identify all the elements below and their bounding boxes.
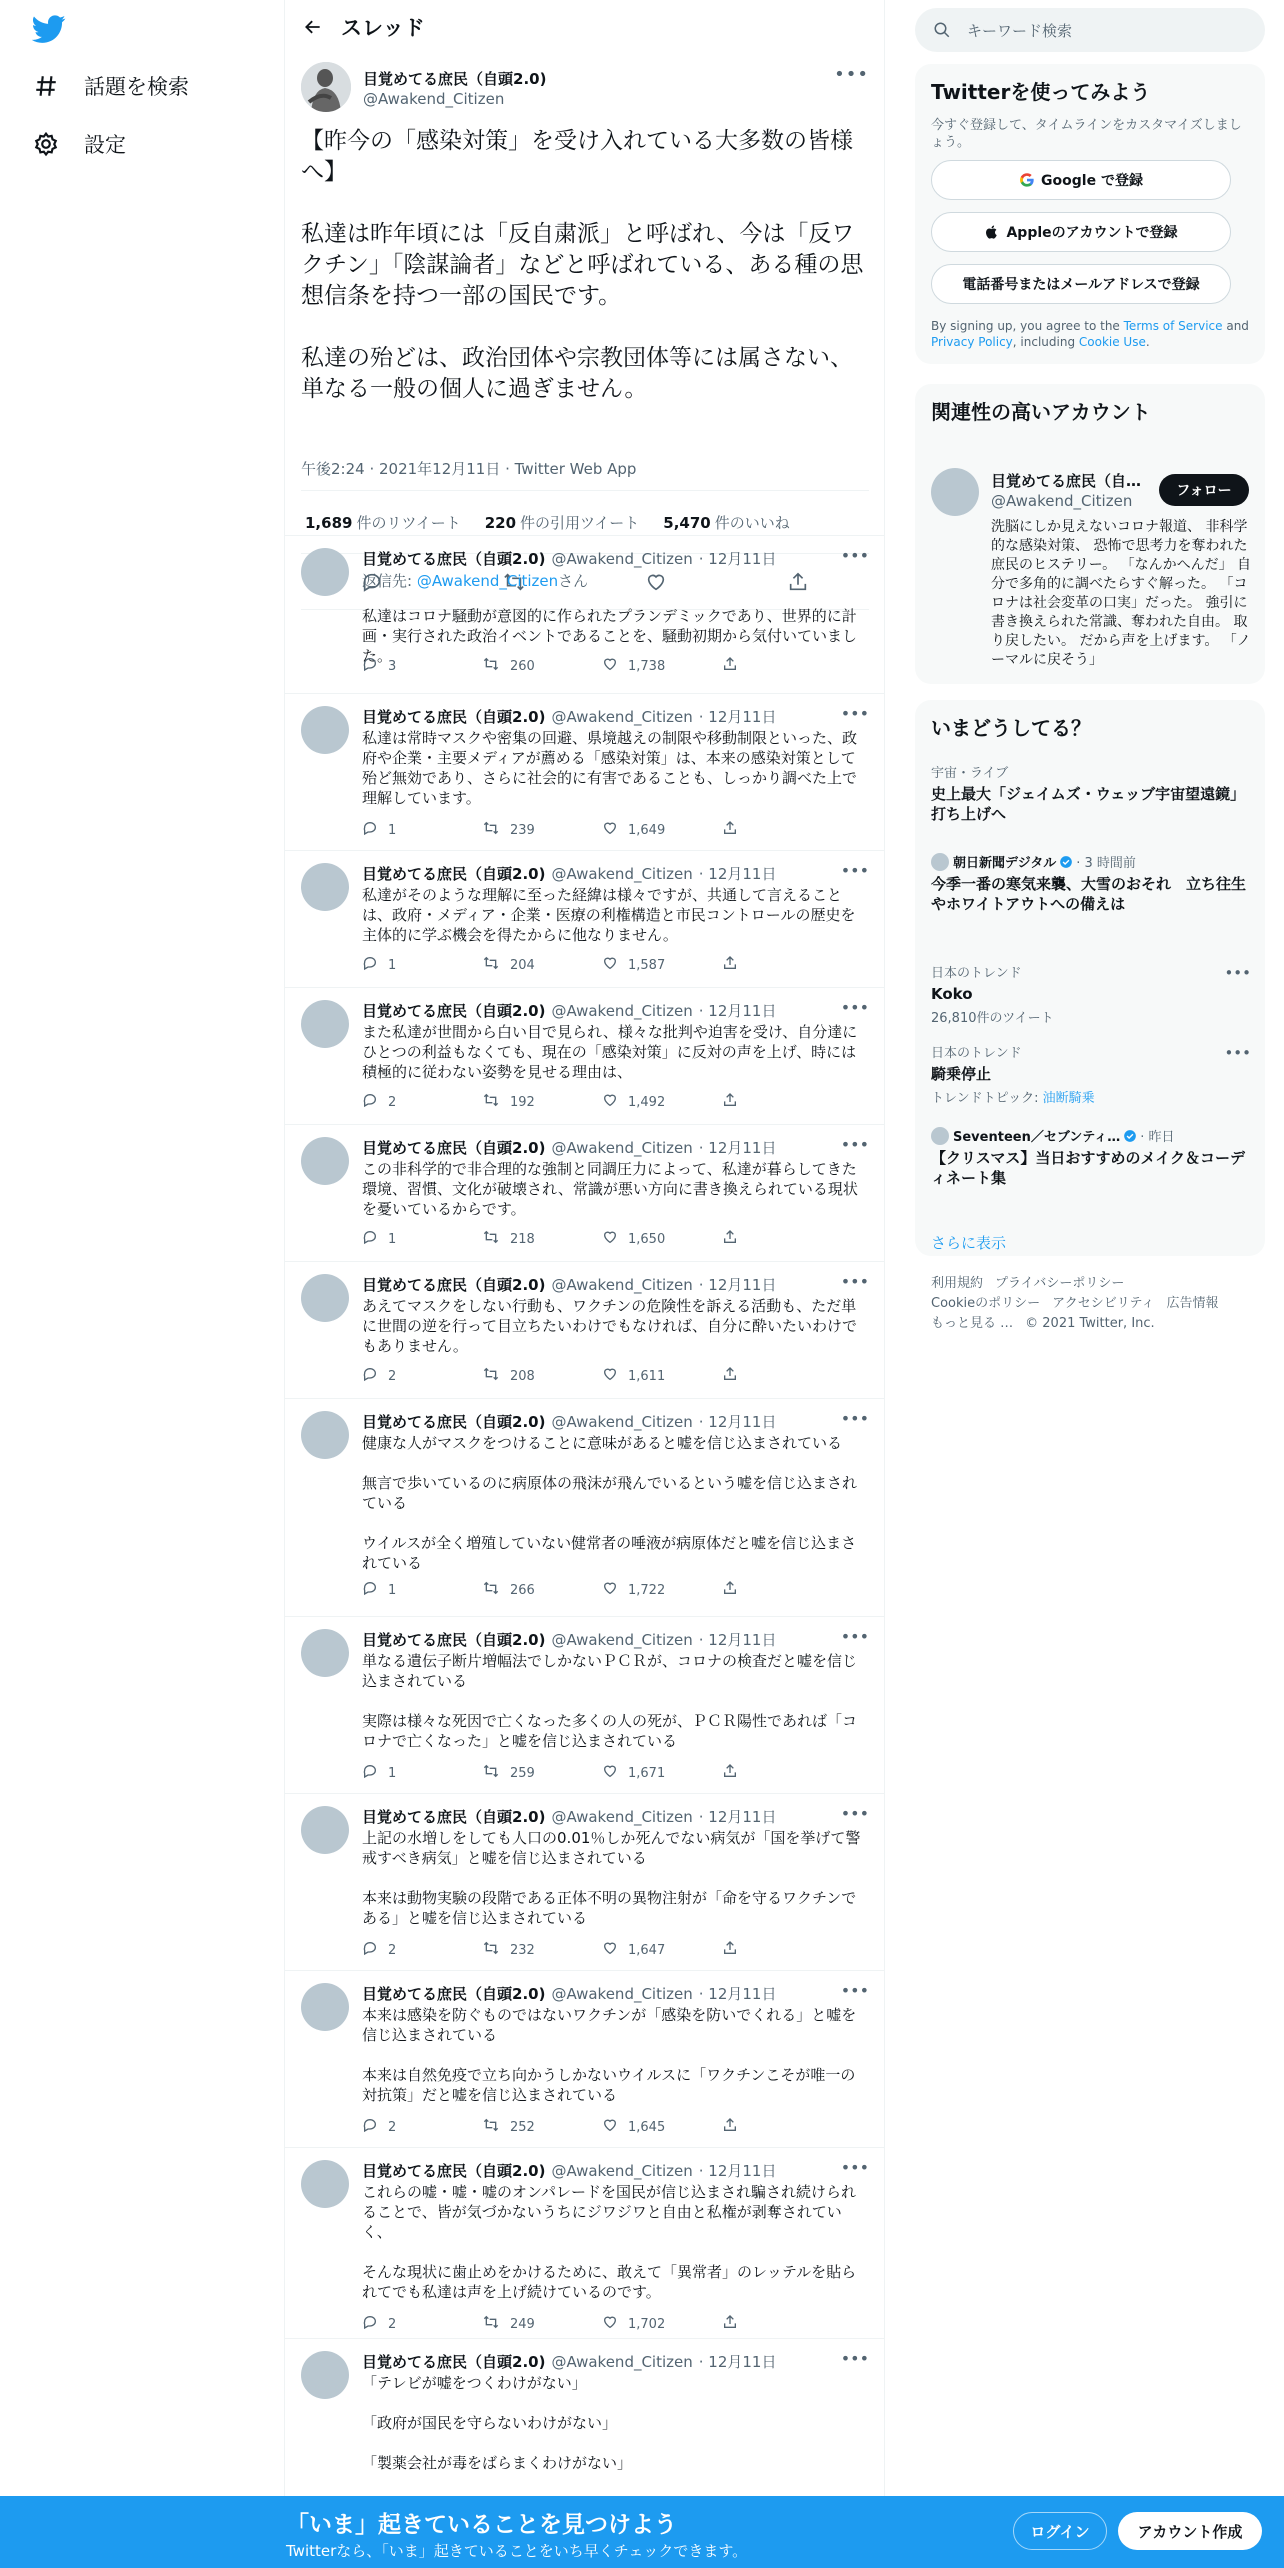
author-handle[interactable]: @Awakend_Citizen <box>551 2162 693 2180</box>
retweet-button[interactable] <box>482 820 602 840</box>
more-icon[interactable]: ••• <box>840 1627 869 1646</box>
share-icon <box>722 955 748 975</box>
trend-item[interactable]: 宇宙・ライブ 史上最大「ジェイムズ・ウェッブ宇宙望遠鏡」打ち上げへ <box>931 766 1246 823</box>
reply-tweet[interactable] <box>285 693 885 850</box>
avatar[interactable] <box>301 1274 349 1322</box>
google-signup-button[interactable] <box>931 160 1231 200</box>
left-navigation <box>0 0 284 2568</box>
heart-icon <box>602 955 628 975</box>
trend-item[interactable]: Seventeen／セブンティ… · 昨日 【クリスマス】当日おすすめのメイク＆コーディネート集 <box>931 1126 1251 1188</box>
author-name[interactable]: 目覚めてる庶民（自頭2.0) <box>362 865 546 883</box>
author-name[interactable]: 目覚めてる庶民（自頭2.0) <box>362 1139 546 1157</box>
author-handle[interactable]: @Awakend_Citizen <box>551 2353 693 2371</box>
reply-count: 1 <box>388 1765 397 1781</box>
reply-icon <box>362 2117 388 2137</box>
footer-link[interactable]: 広告情報 <box>1166 1296 1219 1311</box>
author-handle[interactable]: @Awakend_Citizen <box>551 550 693 568</box>
avatar[interactable] <box>301 1629 349 1677</box>
footer-links <box>931 1274 1251 1334</box>
author-name[interactable]: 目覚めてる庶民（自頭2.0) <box>362 1631 546 1649</box>
avatar[interactable] <box>301 2160 349 2208</box>
retweet-icon <box>482 1763 510 1783</box>
like-button[interactable] <box>602 955 722 975</box>
more-icon[interactable]: ••• <box>840 861 869 880</box>
more-icon[interactable]: ••• <box>840 704 869 723</box>
like-count: 1,650 <box>628 1231 666 1247</box>
more-icon[interactable]: ••• <box>1224 1044 1251 1062</box>
like-count: 1,647 <box>628 1942 666 1958</box>
reply-icon <box>362 1940 388 1960</box>
share-button[interactable] <box>722 1940 752 1960</box>
reply-count: 2 <box>388 2119 397 2135</box>
heart-icon <box>602 1366 628 1386</box>
trend-item[interactable]: 朝日新聞デジタル · 3 時間前 今季一番の寒気来襲、大雪のおそれ 立ち往生やホワイトアウトへの備えは <box>931 852 1251 914</box>
like-button[interactable] <box>602 656 722 676</box>
reply-icon <box>362 955 388 975</box>
avatar[interactable] <box>301 1983 349 2031</box>
reply-button[interactable] <box>362 1763 482 1783</box>
reply-tweet[interactable] <box>285 987 885 1124</box>
nav-settings-label: 設定 <box>84 133 126 157</box>
heart-icon <box>602 820 628 840</box>
share-button[interactable] <box>722 656 752 676</box>
verified-badge-icon <box>1059 855 1073 869</box>
like-button[interactable] <box>602 2314 722 2334</box>
retweet-icon <box>482 820 510 840</box>
share-icon <box>722 2314 748 2334</box>
gear-icon <box>32 130 60 158</box>
trend-item[interactable]: 日本のトレンド Koko 26,810件のツイート ••• <box>931 964 1251 1026</box>
tweet-date[interactable]: · 12月11日 <box>698 1276 777 1294</box>
retweet-icon <box>482 955 510 975</box>
share-button[interactable] <box>722 1366 752 1386</box>
tweet-actions <box>362 1580 792 1600</box>
share-icon <box>722 1229 748 1249</box>
retweet-button[interactable] <box>482 1940 602 1960</box>
tweet-text: この非科学的で非合理的な強制と同調圧力によって、私達が暮らしてきた環境、習慣、文化が破壊され、常識が悪い方向に書き換えられている現状を憂いているからです。 <box>362 1160 858 1218</box>
heart-icon <box>602 1092 628 1112</box>
like-button[interactable] <box>602 1366 722 1386</box>
tweet-timestamp[interactable]: 午後2:24 · 2021年12月11日 · Twitter Web App <box>301 460 637 478</box>
heart-icon <box>602 1940 628 1960</box>
like-count: 1,649 <box>628 822 666 838</box>
like-count: 1,671 <box>628 1765 666 1781</box>
phone-signup-button[interactable] <box>931 264 1231 304</box>
reply-to-link[interactable]: @Awakend_Citizen <box>416 572 559 590</box>
share-button[interactable] <box>722 1092 752 1112</box>
tweet-actions <box>362 1092 792 1112</box>
retweet-button[interactable] <box>482 1366 602 1386</box>
reply-count: 1 <box>388 822 397 838</box>
retweet-icon <box>482 656 510 676</box>
retweet-icon <box>482 1940 510 1960</box>
search-placeholder: キーワード検索 <box>967 21 1073 40</box>
tweet-text: 単なる遺伝子断片増幅法でしかないＰＣＲが、コロナの検査だと嘘を信じ込まされている 実際は様々な死因で亡くなった多くの人の死が、ＰＣＲ陽性であれば「コロナで亡くなった」と嘘を信じ込まされている <box>362 1652 858 1750</box>
author-name[interactable]: 目覚めてる庶民（自頭2.0) <box>362 1413 546 1431</box>
tweet-actions <box>362 656 792 676</box>
share-icon <box>722 1580 748 1600</box>
reply-button[interactable] <box>362 1580 482 1600</box>
signup-banner <box>0 2496 1284 2568</box>
tweet-text: 「テレビが嘘をつくわけがない」 「政府が国民を守らないわけがない」 「製薬会社が毒をばらまくわけがない」 <box>362 2374 633 2472</box>
retweet-count: 259 <box>510 1765 535 1781</box>
cookie-link[interactable]: Cookie Use <box>1078 335 1146 349</box>
thread-header <box>285 0 884 54</box>
avatar[interactable] <box>301 863 349 911</box>
tweet-actions <box>362 1940 792 1960</box>
heart-icon <box>602 1580 628 1600</box>
quote-count[interactable]: 220 件の引用ツイート <box>484 513 640 532</box>
tweet-date[interactable]: · 12月11日 <box>698 550 777 568</box>
copyright: © 2021 Twitter, Inc. <box>1025 1316 1155 1331</box>
tweet-text: あえてマスクをしない行動も、ワクチンの危険性を訴える活動も、ただ単に世間の逆を行って目立ちたいわけでもなければ、自分に酔いたいわけでもありません。 <box>362 1297 858 1355</box>
retweet-count[interactable]: 1,689 件のリツイート <box>305 513 461 532</box>
avatar[interactable] <box>301 1137 349 1185</box>
tweet-date[interactable]: · 12月11日 <box>698 2162 777 2180</box>
tweet-actions <box>362 820 792 840</box>
more-icon[interactable]: ••• <box>840 1804 869 1823</box>
share-button[interactable] <box>722 955 752 975</box>
signup-terms: By signing up, you agree to the Terms of Service and Privacy Policy, including Cookie Use. <box>931 319 1249 349</box>
author-name[interactable]: 目覚めてる庶民（自頭2.0) <box>362 1002 546 1020</box>
tweet-text: 上記の水増しをしても人口の0.01％しか死んでない病気が「国を挙げて警戒すべき病気」と嘘を信じ込まされている 本来は動物実験の段階である正体不明の異物注射が「命を守るワクチンである」と嘘を信じ込まされている <box>362 1829 861 1927</box>
reply-icon <box>362 1366 388 1386</box>
author-name[interactable]: 目覚めてる庶民（自頭2.0) <box>363 70 547 88</box>
author-name[interactable]: 目覚めてる庶民（自頭2.0) <box>362 1276 546 1294</box>
reply-tweet[interactable] <box>285 535 885 693</box>
search-icon <box>933 21 951 39</box>
reply-icon <box>362 656 388 676</box>
retweet-icon <box>482 1229 510 1249</box>
reply-tweet[interactable] <box>285 1398 885 1616</box>
reply-icon <box>362 1763 388 1783</box>
share-button[interactable] <box>722 820 752 840</box>
tweet-actions <box>362 955 792 975</box>
tweet-text: 【昨今の「感染対策」を受け入れている大多数の皆様へ】 私達は昨年頃には「反自粛派」と呼ばれ、今は「反ワクチン」「陰謀論者」などと呼ばれている、ある種の思想信条を持つ一部の国民です。 私達の殆どは、政治団体や宗教団体等には属さない、単なる一般の個人に過ぎません。 <box>301 128 864 402</box>
reply-icon <box>362 1092 388 1112</box>
tweet-date[interactable]: · 12月11日 <box>698 865 777 883</box>
reply-button[interactable] <box>362 1092 482 1112</box>
tweet-text: 健康な人がマスクをつけることに意味があると嘘を信じ込まされている 無言で歩いているのに病原体の飛沫が飛んでいるという嘘を信じ込まされている ウイルスが全く増殖していない健常者の唾液が病原体だと嘘を信じ込まされている <box>362 1434 858 1572</box>
reply-count: 2 <box>388 1094 397 1110</box>
tweet-text: これらの嘘・嘘・嘘のオンパレードを国民が信じ込まされ騙され続けられることで、皆が気づかないうちにジワジワと自由と私権が剥奪されていく、 そんな現状に歯止めをかけるために、敢えて「異常者」のレッテルを貼られてでも私達は声を上げ続けているのです。 <box>362 2183 857 2301</box>
more-icon[interactable]: ••• <box>840 1272 869 1291</box>
reply-icon <box>362 820 388 840</box>
like-count: 1,738 <box>628 658 666 674</box>
twitter-logo-icon[interactable] <box>32 12 66 46</box>
tweet-text: 私達がそのような理解に至った経緯は様々ですが、共通して言えることは、政府・メディア・企業・医療の利権構造と市民コントロールの歴史を主体的に学ぶ機会を得たからに他なりません。 <box>362 886 856 944</box>
like-button[interactable] <box>602 1092 722 1112</box>
verified-badge-icon <box>1123 1129 1137 1143</box>
reply-button[interactable] <box>362 820 482 840</box>
heart-icon <box>602 2314 628 2334</box>
signup-title: Twitterを使ってみよう <box>931 80 1151 104</box>
like-count: 1,587 <box>628 957 666 973</box>
google-icon <box>1019 172 1035 188</box>
tweet-actions <box>362 2314 792 2334</box>
like-count: 1,611 <box>628 1368 666 1384</box>
share-button[interactable] <box>722 2117 752 2137</box>
more-icon[interactable]: ••• <box>840 998 869 1017</box>
like-count: 1,702 <box>628 2316 666 2332</box>
retweet-icon <box>482 1366 510 1386</box>
tweet-actions <box>362 1229 792 1249</box>
tweet-text: また私達が世間から白い目で見られ、様々な批判や迫害を受け、自分達にひとつの利益もなくても、現在の「感染対策」に反対の声を上げ、時には積極的に従わない姿勢を見せる理由は、 <box>362 1023 858 1081</box>
reply-tweet[interactable] <box>285 1616 885 1793</box>
privacy-link[interactable]: Privacy Policy <box>931 335 1013 349</box>
back-arrow-icon[interactable] <box>285 17 341 37</box>
reply-button[interactable] <box>362 2314 482 2334</box>
reply-count: 1 <box>388 1231 397 1247</box>
page-title: スレッド <box>341 16 425 40</box>
terms-link[interactable]: Terms of Service <box>1123 319 1223 333</box>
author-name[interactable]: 目覚めてる庶民（自頭2.0) <box>362 2353 546 2371</box>
trends-panel <box>915 700 1265 1256</box>
reply-count: 3 <box>388 658 397 674</box>
retweet-count: 266 <box>510 1582 535 1598</box>
retweet-count: 239 <box>510 822 535 838</box>
tweet-date[interactable]: · 12月11日 <box>698 2353 777 2371</box>
like-button[interactable] <box>602 1229 722 1249</box>
share-icon <box>722 2117 748 2137</box>
share-icon <box>722 1092 748 1112</box>
reply-count: 1 <box>388 957 397 973</box>
reply-button[interactable] <box>362 656 482 676</box>
tweet-text: 私達はコロナ騒動が意図的に作られたプランデミックであり、世界的に計画・実行された政治イベントであることを、騒動初期から気付いていました。 <box>362 607 858 665</box>
share-button[interactable] <box>722 1580 752 1600</box>
follow-button[interactable]: フォロー <box>1159 474 1249 506</box>
reply-count: 1 <box>388 1582 397 1598</box>
trend-item[interactable]: 日本のトレンド 騎乗停止 トレンドトピック: 油断騎乗 ••• <box>931 1044 1251 1106</box>
reply-tweet[interactable] <box>285 2147 885 2338</box>
related-accounts-panel <box>915 384 1265 684</box>
reply-to: 返信先: @Awakend_Citizenさん <box>362 572 589 590</box>
like-button[interactable] <box>602 2117 722 2137</box>
footer-link[interactable]: プライバシーポリシー <box>995 1276 1125 1291</box>
author-handle[interactable]: @Awakend_Citizen <box>551 1413 693 1431</box>
banner-heading: 「いま」起きていることを見つけよう <box>286 2512 677 2538</box>
more-icon[interactable]: ••• <box>840 1981 869 2000</box>
retweet-icon <box>482 1092 510 1112</box>
retweet-button[interactable] <box>482 955 602 975</box>
retweet-button[interactable] <box>482 1580 602 1600</box>
avatar[interactable] <box>301 1806 349 1854</box>
retweet-count: 252 <box>510 2119 535 2135</box>
google-signup-label: Google で登録 <box>1041 173 1143 189</box>
author-name[interactable]: 目覚めてる庶民（自頭2.0) <box>362 1808 546 1826</box>
avatar[interactable] <box>301 548 349 596</box>
author-handle[interactable]: @Awakend_Citizen <box>551 1002 693 1020</box>
apple-icon <box>984 224 1000 240</box>
related-account-name[interactable]: 目覚めてる庶民（自… <box>991 472 1142 490</box>
reply-tweet[interactable] <box>285 1124 885 1261</box>
author-handle[interactable]: @Awakend_Citizen <box>551 1808 693 1826</box>
source-avatar <box>931 1127 949 1145</box>
share-icon <box>722 820 748 840</box>
apple-signup-button[interactable] <box>931 212 1231 252</box>
tweet-date[interactable]: · 12月11日 <box>698 1985 777 2003</box>
more-icon[interactable]: ••• <box>840 546 869 565</box>
phone-signup-label: 電話番号またはメールアドレスで登録 <box>962 277 1200 293</box>
like-button[interactable] <box>602 820 722 840</box>
like-button[interactable] <box>602 1940 722 1960</box>
tweet-date[interactable]: · 12月11日 <box>698 1808 777 1826</box>
avatar[interactable] <box>301 2351 349 2399</box>
apple-signup-label: Appleのアカウントで登録 <box>1006 225 1178 241</box>
tweet-actions <box>362 2117 792 2137</box>
reply-tweet[interactable] <box>285 850 885 987</box>
reply-count: 2 <box>388 2316 397 2332</box>
tweet-date[interactable]: · 12月11日 <box>698 1413 777 1431</box>
related-account-bio: 洗脳にしか見えないコロナ報道、 非科学的な感染対策、 恐怖で思考力を奪われた庶民のヒステリー。 「なんかへんだ」 自分で多角的に調べたらすぐ解った。 「コロナは社会変革の口実」だった。 強引に書き換えられた常識、奪われた自由。 取り戻したい。 だから声を上げます。 「ノーマルに戻そう」 <box>991 519 1252 668</box>
reply-count: 2 <box>388 1368 397 1384</box>
tweet-text: 本来は感染を防ぐものではないワクチンが「感染を防いでくれる」と嘘を信じ込まされている 本来は自然免疫で立ち向かうしかないウイルスに「ワクチンこそが唯一の対抗策」だと嘘を信じ込まされている <box>362 2006 857 2104</box>
reply-icon <box>362 1229 388 1249</box>
trends-title: いまどうしてる？ <box>931 716 1091 740</box>
avatar[interactable] <box>301 1411 349 1459</box>
like-count[interactable]: 5,470 件のいいね <box>663 513 790 532</box>
footer-more-link[interactable]: もっと見る … <box>931 1316 1014 1331</box>
retweet-count: 208 <box>510 1368 535 1384</box>
retweet-icon <box>482 2117 510 2137</box>
heart-icon <box>602 2117 628 2137</box>
share-icon <box>722 1763 748 1783</box>
source-avatar <box>931 853 949 871</box>
reply-tweet[interactable] <box>285 1793 885 1970</box>
nav-explore-label: 話題を検索 <box>84 75 189 99</box>
tweet-date[interactable]: · 12月11日 <box>698 1631 777 1649</box>
nav-settings[interactable] <box>32 120 126 168</box>
retweet-count: 218 <box>510 1231 535 1247</box>
avatar[interactable] <box>301 1000 349 1048</box>
avatar[interactable] <box>301 706 349 754</box>
more-icon[interactable]: ••• <box>840 2158 869 2177</box>
avatar[interactable] <box>931 468 979 516</box>
author-name[interactable]: 目覚めてる庶民（自頭2.0) <box>362 1985 546 2003</box>
avatar[interactable] <box>301 62 351 112</box>
banner-subtext: Twitterなら、「いま」起きていることをいち早くチェックできます。 <box>286 2542 748 2560</box>
footer-link[interactable]: アクセシビリティ <box>1052 1296 1155 1311</box>
retweet-button[interactable] <box>482 656 602 676</box>
signup-panel <box>915 64 1265 364</box>
retweet-button[interactable] <box>482 1092 602 1112</box>
reply-icon <box>362 2314 388 2334</box>
more-icon[interactable]: ••• <box>840 2349 869 2368</box>
author-handle[interactable]: @Awakend_Citizen <box>551 708 693 726</box>
reply-tweet[interactable] <box>285 1970 885 2147</box>
more-icon[interactable]: ••• <box>834 64 869 85</box>
share-icon <box>722 1940 748 1960</box>
reply-tweet[interactable] <box>285 1261 885 1398</box>
thread-column <box>284 0 885 2568</box>
show-more-link[interactable]: さらに表示 <box>931 1234 1007 1252</box>
retweet-button[interactable] <box>482 1229 602 1249</box>
more-icon[interactable]: ••• <box>840 1409 869 1428</box>
footer-link[interactable]: 利用規約 <box>931 1276 984 1291</box>
heart-icon <box>602 1229 628 1249</box>
retweet-button[interactable] <box>482 1763 602 1783</box>
share-icon <box>722 656 748 676</box>
related-account-handle[interactable]: @Awakend_Citizen <box>991 492 1133 510</box>
retweet-count: 249 <box>510 2316 535 2332</box>
heart-icon <box>602 656 628 676</box>
retweet-icon <box>482 2314 510 2334</box>
retweet-count: 204 <box>510 957 535 973</box>
tweet-text: 私達は常時マスクや密集の回避、県境越えの制限や移動制限といった、政府や企業・主要メディアが薦める「感染対策」は、本来の感染対策として殆ど無効であり、さらに社会的に有害であることも、しっかり調べた上で理解しています。 <box>362 729 858 807</box>
share-icon <box>722 1366 748 1386</box>
share-button[interactable] <box>722 1763 752 1783</box>
signup-subtitle: 今すぐ登録して、タイムラインをカスタマイズしましょう。 <box>931 118 1242 150</box>
retweet-count: 192 <box>510 1094 535 1110</box>
reply-button[interactable] <box>362 955 482 975</box>
share-button[interactable] <box>722 1229 752 1249</box>
retweet-button[interactable] <box>482 2117 602 2137</box>
tweet-date[interactable]: · 12月11日 <box>698 708 777 726</box>
author-handle[interactable]: @Awakend_Citizen <box>551 865 693 883</box>
reply-button[interactable] <box>362 2117 482 2137</box>
reply-count: 2 <box>388 1942 397 1958</box>
tweet-date[interactable]: · 12月11日 <box>698 1139 777 1157</box>
retweet-icon <box>482 1580 510 1600</box>
retweet-count: 232 <box>510 1942 535 1958</box>
signup-button[interactable]: アカウント作成 <box>1118 2512 1262 2550</box>
reply-button[interactable] <box>362 1229 482 1249</box>
author-name[interactable]: 目覚めてる庶民（自頭2.0) <box>362 2162 546 2180</box>
retweet-count: 260 <box>510 658 535 674</box>
hashtag-icon <box>32 72 60 100</box>
more-icon[interactable]: ••• <box>840 1135 869 1154</box>
like-count: 1,722 <box>628 1582 666 1598</box>
more-icon[interactable]: ••• <box>1224 964 1251 982</box>
tweet-actions <box>362 1366 792 1386</box>
search-input[interactable] <box>915 8 1265 52</box>
share-button[interactable] <box>722 2314 752 2334</box>
tweet-date[interactable]: · 12月11日 <box>698 1002 777 1020</box>
heart-icon <box>602 1763 628 1783</box>
author-handle[interactable]: @Awakend_Citizen <box>551 1139 693 1157</box>
related-title: 関連性の高いアカウント <box>931 400 1151 424</box>
nav-explore[interactable] <box>32 62 189 110</box>
author-handle[interactable]: @Awakend_Citizen <box>551 1631 693 1649</box>
like-button[interactable] <box>602 1763 722 1783</box>
author-name[interactable]: 目覚めてる庶民（自頭2.0) <box>362 708 546 726</box>
author-handle[interactable]: @Awakend_Citizen <box>551 1276 693 1294</box>
author-handle[interactable]: @Awakend_Citizen <box>363 90 505 108</box>
like-button[interactable] <box>602 1580 722 1600</box>
author-name[interactable]: 目覚めてる庶民（自頭2.0) <box>362 550 546 568</box>
like-count: 1,492 <box>628 1094 666 1110</box>
reply-button[interactable] <box>362 1940 482 1960</box>
like-count: 1,645 <box>628 2119 666 2135</box>
retweet-button[interactable] <box>482 2314 602 2334</box>
reply-icon <box>362 1580 388 1600</box>
reply-button[interactable] <box>362 1366 482 1386</box>
login-button[interactable]: ログイン <box>1013 2512 1107 2550</box>
tweet-actions <box>362 1763 792 1783</box>
author-handle[interactable]: @Awakend_Citizen <box>551 1985 693 2003</box>
footer-link[interactable]: Cookieのポリシー <box>931 1296 1041 1311</box>
